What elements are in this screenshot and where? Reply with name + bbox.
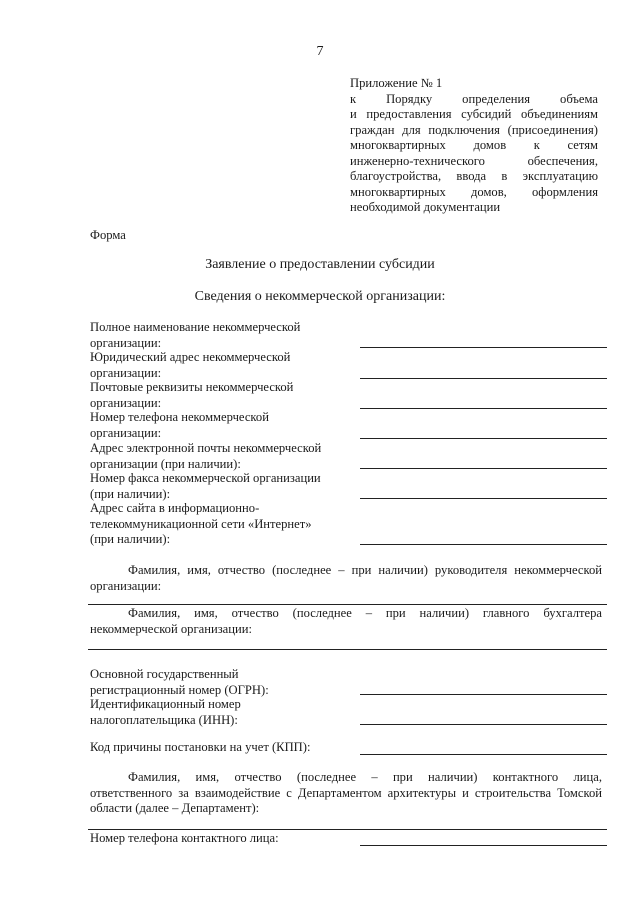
form-label: Форма [90, 228, 126, 242]
field-phone-label: Номер телефона некоммерческой организации: [90, 410, 269, 440]
appendix-line: многоквартирных домов, оформления [350, 184, 598, 199]
accountant-label: Фамилия, имя, отчество (последнее – при наличии) главного бухгалтера некоммерческой организации: [90, 606, 602, 636]
field-full-name-label: Полное наименование некоммерческой организации: [90, 320, 301, 350]
appendix-line: инженерно-технического обеспечения, [350, 153, 598, 168]
document-title: Заявление о предоставлении субсидии [205, 257, 435, 272]
kpp-label: Код причины постановки на учет (КПП): [90, 740, 311, 754]
legal-address-input-line[interactable] [360, 378, 607, 379]
appendix-line: благоустройства, ввода в эксплуатацию [350, 169, 598, 183]
appendix-line: и предоставления субсидий объединениям [350, 107, 598, 121]
contact-label: Фамилия, имя, отчество (последнее – при наличии) контактного лица, ответственного за взаимодействие с Департаментом архитектуры и строительства Томской области (далее – Департамент): [90, 770, 602, 815]
contact-input-line[interactable] [88, 829, 607, 830]
postal-input-line[interactable] [360, 408, 607, 409]
field-postal-label: Почтовые реквизиты некоммерческой организации: [90, 380, 294, 410]
director-input-line[interactable] [88, 604, 607, 605]
fax-input-line[interactable] [360, 498, 607, 499]
appendix-line: необходимой документации [350, 200, 501, 214]
phone-input-line[interactable] [360, 438, 607, 439]
appendix-line: многоквартирных домов к сетям [350, 138, 598, 152]
inn-input-line[interactable] [360, 724, 607, 725]
director-label: Фамилия, имя, отчество (последнее – при наличии) руководителя некоммерческой организации: [90, 563, 602, 593]
kpp-input-line[interactable] [360, 754, 607, 755]
full-name-input-line[interactable] [360, 347, 607, 348]
ogrn-label: Основной государственный регистрационный номер (ОГРН): [90, 667, 269, 697]
field-email-label: Адрес электронной почты некоммерческой организации (при наличии): [90, 441, 322, 471]
ogrn-input-line[interactable] [360, 694, 607, 695]
website-input-line[interactable] [360, 544, 607, 545]
appendix-line: Приложение № 1 [350, 76, 443, 90]
appendix-header [350, 76, 598, 216]
email-input-line[interactable] [360, 468, 607, 469]
field-website-label: Адрес сайта в информационно- телекоммуникационной сети «Интернет» (при наличии): [90, 501, 312, 546]
contact-phone-input-line[interactable] [360, 845, 607, 846]
section-title: Сведения о некоммерческой организации: [194, 289, 446, 304]
appendix-line: к Порядку определения объема [350, 91, 598, 106]
accountant-input-line[interactable] [88, 649, 607, 650]
field-legal-address-label: Юридический адрес некоммерческой организации: [90, 350, 291, 380]
contact-phone-label: Номер телефона контактного лица: [90, 831, 279, 845]
appendix-line: граждан для подключения (присоединения) [350, 122, 598, 137]
inn-label: Идентификационный номер налогоплательщика (ИНН): [90, 697, 241, 727]
field-fax-label: Номер факса некоммерческой организации (при наличии): [90, 471, 321, 501]
page-number: 7 [316, 44, 324, 59]
